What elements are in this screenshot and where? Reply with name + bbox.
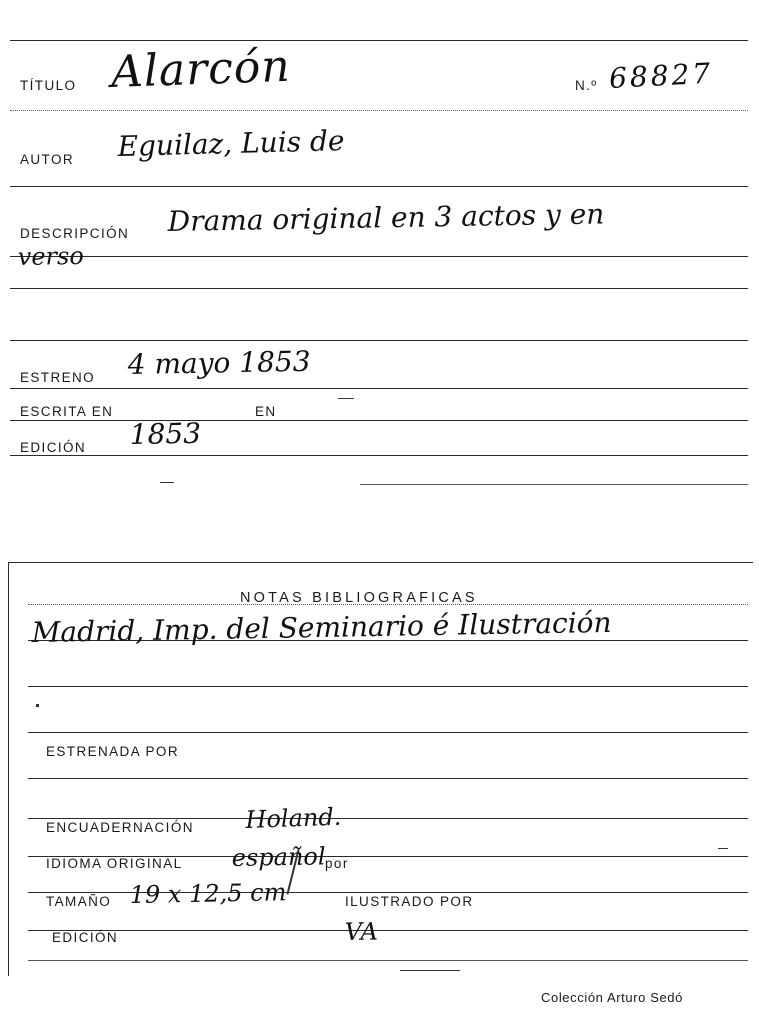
rule-line (10, 455, 748, 456)
value-descripcion: Drama original en 3 actos y en (167, 197, 605, 238)
label-edicion-bottom: EDICIÓN (52, 930, 119, 945)
label-descripcion: DESCRIPCIÓN (20, 226, 130, 241)
stray-mark (400, 970, 460, 971)
rule-line (28, 686, 748, 687)
label-ilustrado-por: ILUSTRADO POR (345, 894, 474, 909)
collection-credit: Colección Arturo Sedó (541, 990, 683, 1005)
catalog-card-bottom (0, 556, 759, 976)
value-tamano: 19 x 12,5 cm (129, 878, 287, 909)
value-descripcion-cont: verso (17, 241, 84, 271)
value-edicion: 1853 (129, 416, 202, 451)
value-titulo: Alarcón (110, 40, 292, 98)
value-idioma-original: español (231, 842, 326, 872)
value-numero: 68827 (608, 56, 714, 95)
stray-mark (36, 704, 39, 707)
rule-line (28, 818, 748, 819)
label-estreno: ESTRENO (20, 370, 96, 385)
label-autor: AUTOR (20, 152, 75, 167)
value-encuadernacion: Holand. (245, 802, 342, 834)
label-edicion: EDICIÓN (20, 440, 87, 455)
rule-line (10, 340, 748, 341)
catalog-card-top (0, 0, 759, 500)
label-por: por (325, 856, 349, 871)
notes-heading: NOTAS BIBLIOGRAFICAS (240, 590, 478, 606)
stray-mark (338, 398, 354, 399)
label-encuadernacion: ENCUADERNACIÓN (46, 820, 194, 835)
label-tamano: TAMAÑO (46, 894, 112, 909)
rule-line (360, 484, 748, 485)
rule-line (28, 930, 748, 931)
rule-line (28, 732, 748, 733)
rule-line (10, 388, 748, 389)
rule-segment (285, 420, 360, 421)
card-edge-left (8, 562, 9, 976)
rule-line (10, 40, 748, 41)
rule-line (28, 960, 748, 961)
rule-line (10, 110, 748, 111)
label-idioma-original: IDIOMA ORIGINAL (46, 856, 183, 871)
label-escrita-en: ESCRITA EN (20, 404, 114, 419)
value-autor: Eguilaz, Luis de (117, 124, 345, 163)
label-numero: N.º (575, 78, 598, 93)
rule-line (10, 186, 748, 187)
value-edicion-bottom: VA (344, 917, 379, 946)
value-nota-bibliografica: Madrid, Imp. del Seminario é Ilustración (31, 605, 612, 649)
stray-mark (718, 848, 728, 849)
value-estreno: 4 mayo 1853 (127, 344, 311, 381)
stray-mark (160, 482, 174, 483)
label-en: EN (255, 404, 277, 419)
label-titulo: TÍTULO (20, 78, 77, 93)
card-edge-top (8, 562, 753, 563)
rule-line (10, 288, 748, 289)
rule-line (28, 778, 748, 779)
label-estrenada-por: ESTRENADA POR (46, 744, 179, 759)
rule-line (10, 256, 748, 257)
